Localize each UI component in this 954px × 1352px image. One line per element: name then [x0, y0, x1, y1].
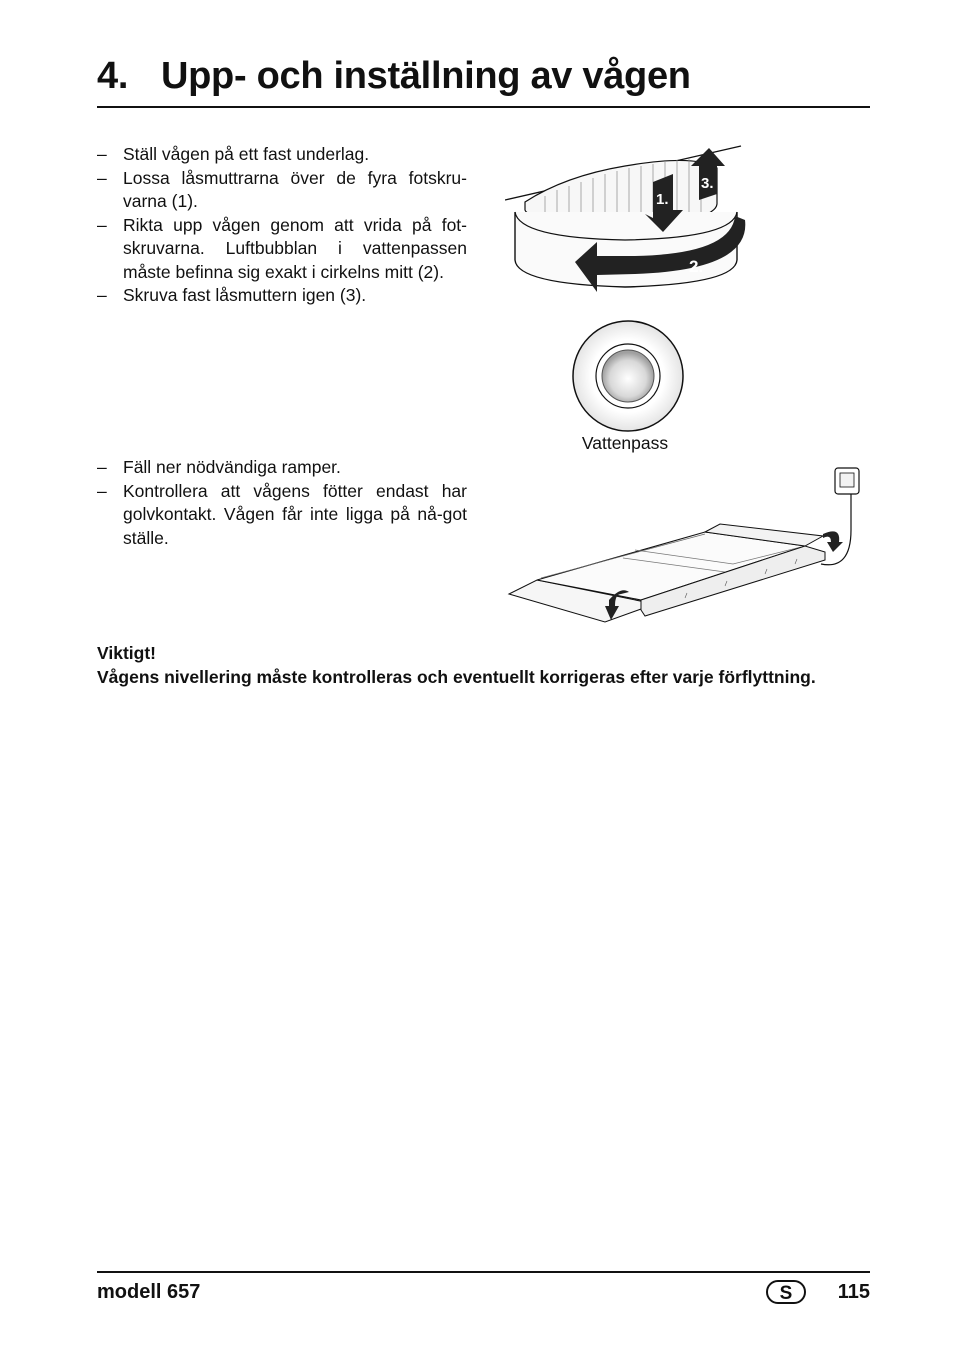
section-title: Upp- och inställning av vågen: [161, 55, 691, 97]
language-badge: S: [766, 1280, 806, 1304]
step-1-label: 1.: [656, 191, 669, 208]
list-item: [97, 480, 467, 551]
ramp-steps: [97, 456, 467, 550]
dash: –: [97, 480, 107, 501]
footer-model: modell 657: [97, 1281, 201, 1303]
foot-screw-illustration: [505, 142, 755, 307]
list-item-text: Fäll ner nödvändiga ramper.: [123, 457, 341, 477]
list-item: [97, 284, 467, 308]
list-item: [97, 143, 467, 167]
list-item-text: Kontrollera att vågens fötter endast har golvkontakt. Vågen får inte ligga på nå-got ställe.: [123, 480, 467, 548]
step-3-label: 3.: [701, 175, 714, 192]
page-title: [97, 52, 870, 108]
important-note: [97, 641, 870, 689]
step-2-label: 2.: [689, 257, 704, 276]
list-item: [97, 214, 467, 285]
dash: –: [97, 167, 107, 188]
footer-divider: [97, 1271, 870, 1273]
list-item: [97, 167, 467, 214]
spirit-level-caption: Vattenpass: [581, 433, 669, 453]
list-item-text: Lossa låsmuttrarna över de fyra fotskru-varna (1).: [123, 167, 467, 211]
leveling-steps: [97, 143, 467, 308]
spirit-level-illustration: [566, 316, 690, 436]
list-item: [97, 456, 467, 480]
list-item-text: Ställ vågen på ett fast underlag.: [123, 144, 370, 164]
dash: –: [97, 144, 107, 164]
note-title: Viktigt!: [97, 643, 156, 663]
list-item-text: Skruva fast låsmuttern igen (3).: [123, 285, 367, 305]
dash: –: [97, 457, 107, 477]
dash: –: [97, 285, 107, 305]
dash: –: [97, 214, 107, 235]
note-text: Vågens nivellering måste kontrolleras och eventuellt korrigeras efter varje förflyttning.: [97, 667, 816, 687]
scale-ramps-illustration: [505, 460, 875, 630]
section-number: 4.: [97, 55, 129, 97]
page-number: 115: [837, 1281, 870, 1303]
list-item-text: Rikta upp vågen genom att vrida på fot-skruvarna. Luftbubblan i vattenpassen måste befinna sig exakt i cirkelns mitt (2).: [123, 214, 467, 282]
